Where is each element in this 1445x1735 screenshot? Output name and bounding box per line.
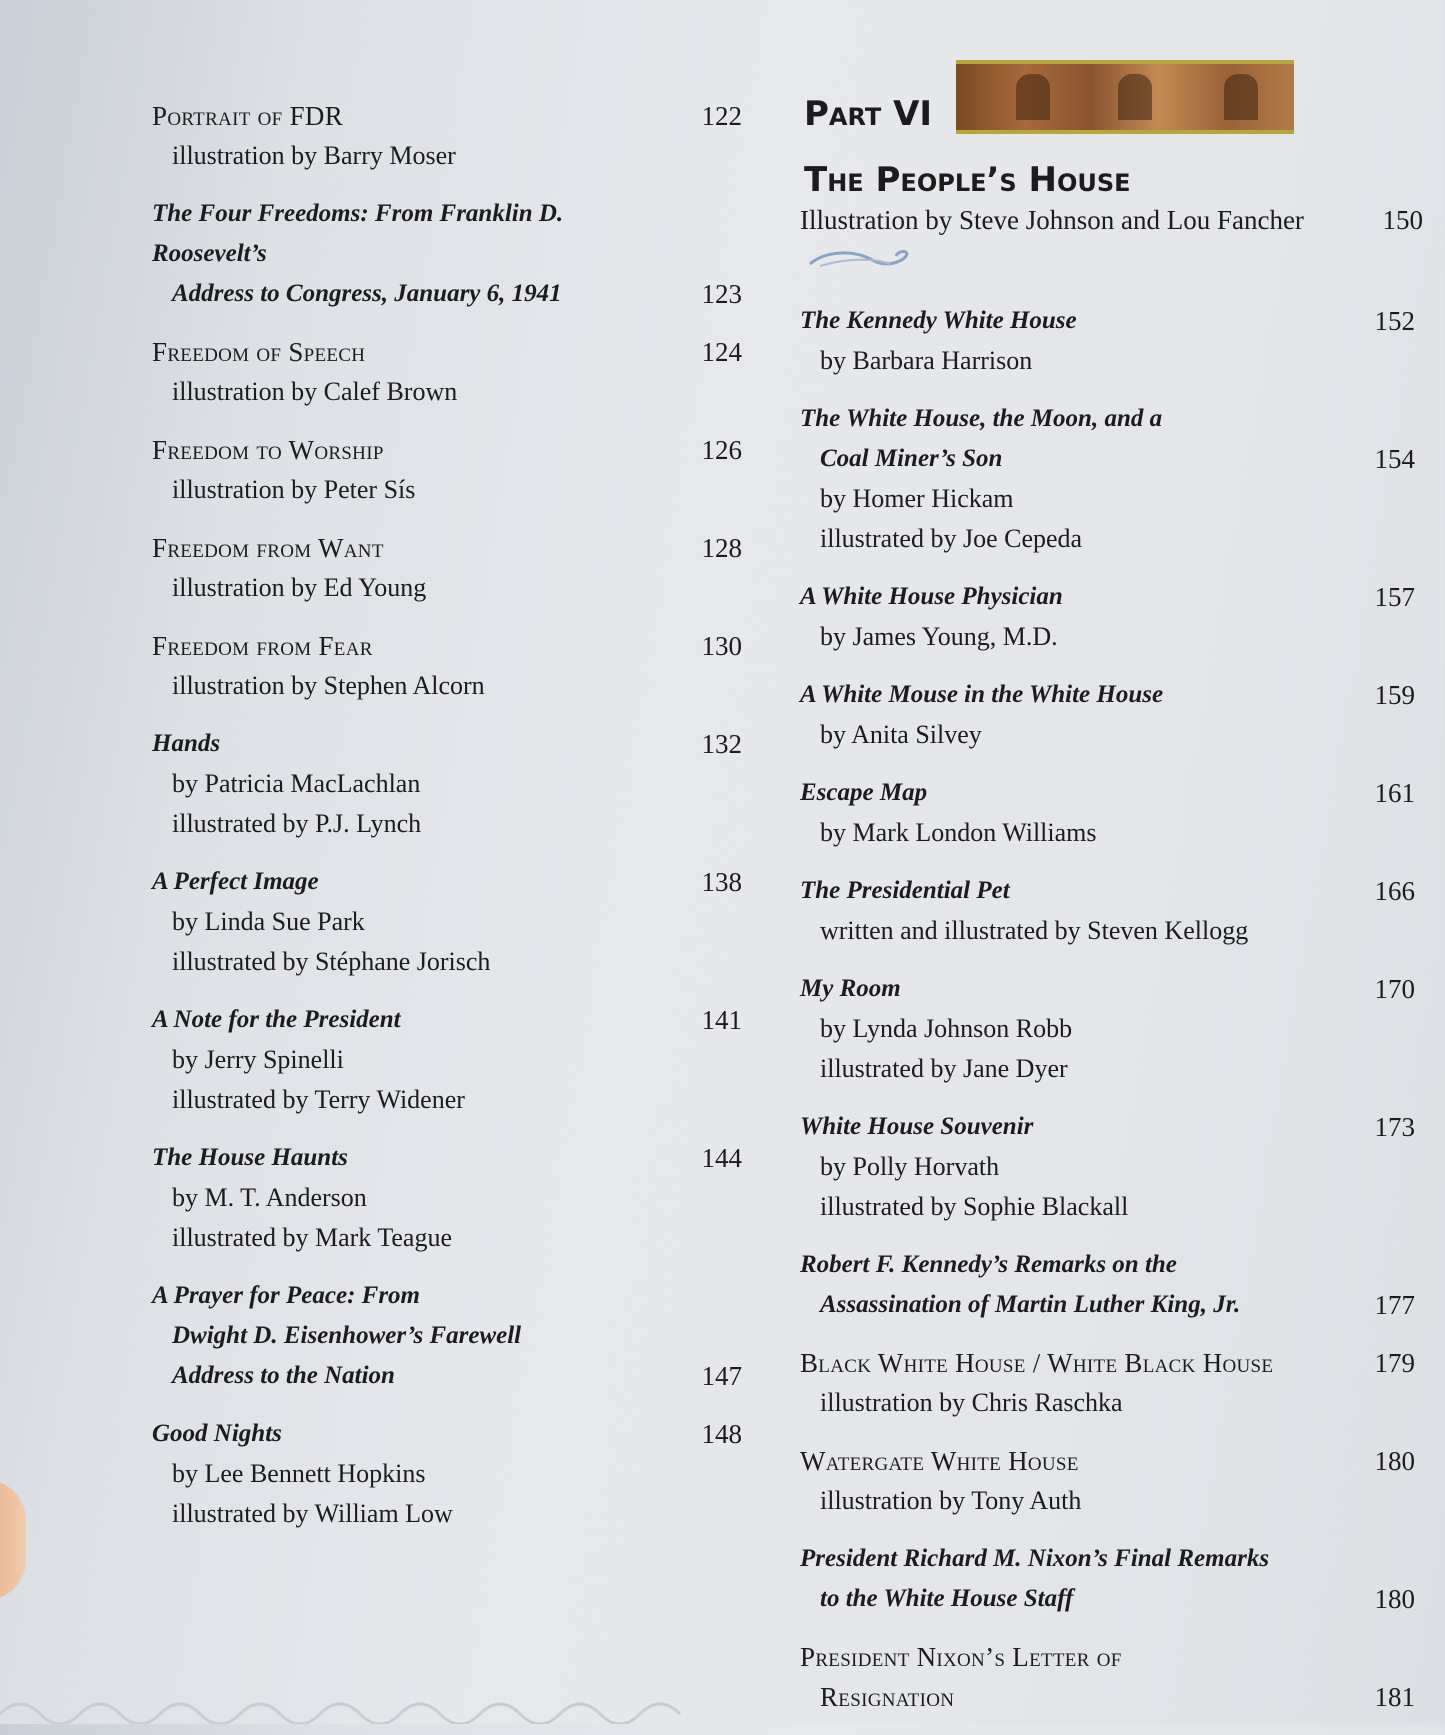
entry-page-number: 141 [701,1005,742,1035]
entry-title: President Richard M. Nixon’s Final Remarks [800,1545,1270,1572]
toc-entry [152,332,742,412]
entry-credit: illustrated by Terry Widener [172,1085,465,1114]
entry-credit: by Jerry Spinelli [172,1045,344,1074]
entry-title: The Presidential Pet [800,877,1010,904]
entry-title: Robert F. Kennedy’s Remarks on the [800,1251,1177,1278]
entry-credit: by Polly Horvath [820,1152,1000,1181]
entry-credit: illustration by Peter Sís [172,475,416,504]
flourish-ornament [806,248,916,272]
toc-entry [152,1414,742,1534]
entry-title: Resignation [820,1682,955,1712]
entry-title: Assassination of Martin Luther King, Jr. [820,1291,1241,1318]
entry-title: Freedom to Worship [152,435,384,465]
entry-title: Watergate White House [800,1446,1079,1476]
entry-credit: illustrated by Sophie Blackall [820,1192,1129,1221]
entry-page-number: 179 [1374,1348,1415,1378]
toc-entry [800,1107,1415,1227]
entry-page-number: 157 [1374,582,1415,612]
toc-entry [800,1245,1415,1325]
entry-credit: by Anita Silvey [820,720,982,749]
toc-entry [152,96,742,176]
toc-entry [800,577,1415,657]
toc-entry [152,724,742,844]
part-title: The People’s House [804,160,1131,200]
entry-credit: by Mark London Williams [820,818,1097,847]
toc-entry [800,399,1415,559]
toc-entry [152,194,742,314]
entry-credit: illustration by Ed Young [172,573,427,602]
part-header [800,60,1415,200]
entry-title: Dwight D. Eisenhower’s Farewell [172,1322,522,1349]
part-illustration-credit [800,200,1423,240]
entry-credit: by Linda Sue Park [172,907,365,936]
entry-title: Freedom of Speech [152,337,366,367]
toc-entry [800,1441,1415,1521]
entry-title: to the White House Staff [820,1585,1074,1612]
toc-entry [800,1343,1415,1423]
entry-title: A Note for the President [152,1006,401,1033]
entry-credit: illustration by Barry Moser [172,141,456,170]
entry-title: The Kennedy White House [800,307,1077,334]
toc-left-column [152,96,742,1552]
entry-title: President Nixon’s Letter of [800,1642,1122,1672]
part-illustration-text: Illustration by Steve Johnson and Lou Fancher [800,205,1304,235]
entry-page-number: 154 [1374,444,1415,474]
entry-page-number: 128 [701,533,742,563]
entry-credit: by James Young, M.D. [820,622,1058,651]
toc-entry [800,301,1415,381]
entry-credit: written and illustrated by Steven Kellogg [820,916,1249,945]
part-illustration-page: 150 [1382,205,1423,235]
entry-credit: by Barbara Harrison [820,346,1033,375]
entry-page-number: 166 [1374,876,1415,906]
entry-page-number: 122 [701,101,742,131]
entry-title: A White Mouse in the White House [800,681,1164,708]
entry-page-number: 130 [701,631,742,661]
toc-right-column [800,60,1423,1735]
entry-page-number: 144 [701,1143,742,1173]
entry-page-number: 152 [1374,306,1415,336]
entry-page-number: 159 [1374,680,1415,710]
entry-credit: illustration by Calef Brown [172,377,458,406]
toc-entry [800,871,1415,951]
right-entries [800,301,1415,1717]
entry-page-number: 180 [1374,1584,1415,1614]
entry-credit: by M. T. Anderson [172,1183,367,1212]
entry-credit: illustration by Stephen Alcorn [172,671,485,700]
entry-title: A White House Physician [800,583,1063,610]
entry-credit: illustrated by William Low [172,1499,453,1528]
entry-credit: illustrated by Joe Cepeda [820,524,1083,553]
entry-title: The House Haunts [152,1144,348,1171]
toc-entry [152,430,742,510]
entry-credit: illustration by Tony Auth [820,1486,1082,1515]
entry-title: A Prayer for Peace: From [152,1282,421,1309]
entry-title: The White House, the Moon, and a [800,405,1163,432]
entry-title: Good Nights [152,1420,282,1447]
entry-title: Freedom from Fear [152,631,373,661]
toc-entry [800,969,1415,1089]
entry-page-number: 132 [701,729,742,759]
entry-credit: by Patricia MacLachlan [172,769,421,798]
entry-title: A Perfect Image [152,868,319,895]
entry-credit: illustration by Chris Raschka [820,1388,1123,1417]
entry-credit: by Homer Hickam [820,484,1014,513]
entry-page-number: 173 [1374,1112,1415,1142]
toc-entry [800,773,1415,853]
toc-entry [152,528,742,608]
entry-title: Coal Miner’s Son [820,445,1003,472]
entry-title: White House Souvenir [800,1113,1034,1140]
entry-title: Portrait of FDR [152,101,344,131]
entry-credit: illustrated by Stéphane Jorisch [172,947,491,976]
entry-title: Freedom from Want [152,533,384,563]
entry-page-number: 170 [1374,974,1415,1004]
entry-page-number: 123 [701,279,742,309]
entry-page-number: 180 [1374,1446,1415,1476]
entry-credit: illustrated by P.J. Lynch [172,809,422,838]
toc-entry [800,1539,1415,1619]
entry-title: My Room [800,975,901,1002]
thumb [0,1480,26,1600]
entry-credit: illustrated by Mark Teague [172,1223,453,1252]
entry-title: Hands [152,730,221,757]
entry-title: The Four Freedoms: From Franklin D. Roosevelt’s [152,200,564,267]
entry-title: Address to the Nation [172,1362,395,1389]
bottom-ornament [0,1684,1445,1724]
entry-credit: by Lynda Johnson Robb [820,1014,1073,1043]
toc-entry [152,1000,742,1120]
entry-title: Black White House / White Black House [800,1348,1274,1378]
toc-entry [152,1138,742,1258]
toc-entry [152,1276,742,1396]
entry-page-number: 181 [1374,1682,1415,1712]
entry-credit: by Lee Bennett Hopkins [172,1459,426,1488]
entry-page-number: 124 [701,337,742,367]
toc-entry [152,862,742,982]
entry-page-number: 161 [1374,778,1415,808]
part-illustration-band [956,60,1294,134]
entry-page-number: 147 [701,1361,742,1391]
part-label: Part VI [804,94,933,134]
entry-page-number: 148 [701,1419,742,1449]
entry-page-number: 138 [701,867,742,897]
entry-page-number: 126 [701,435,742,465]
entry-credit: illustrated by Jane Dyer [820,1054,1068,1083]
toc-entry [152,626,742,706]
entry-title: Escape Map [800,779,928,806]
entry-title: Address to Congress, January 6, 1941 [172,280,562,307]
entry-page-number: 177 [1374,1290,1415,1320]
toc-entry [800,675,1415,755]
